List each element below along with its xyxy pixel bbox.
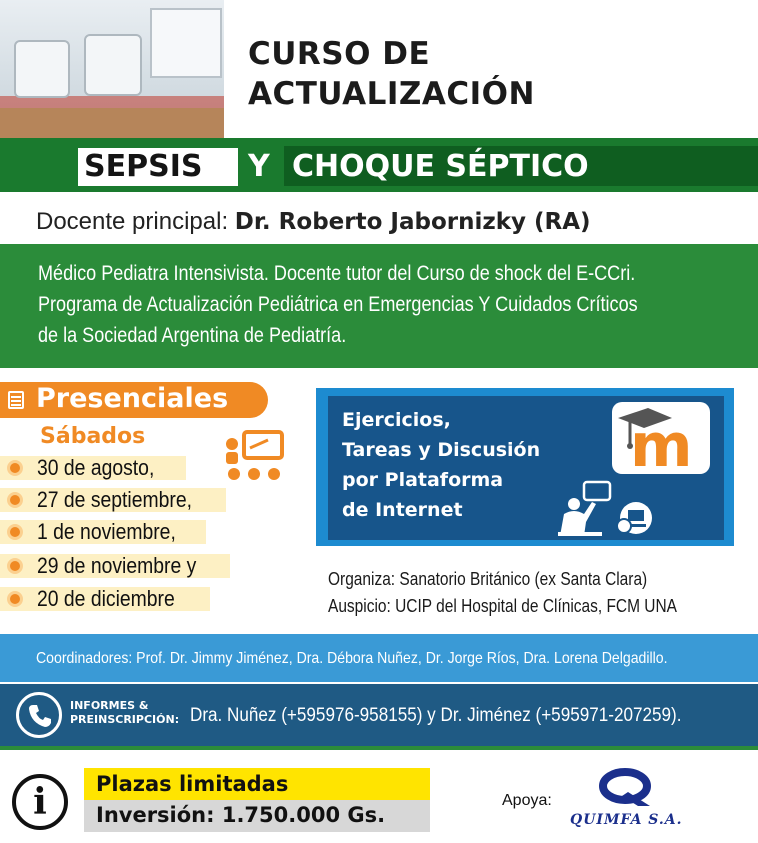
inversion-text: Inversión: 1.750.000 Gs. <box>96 803 386 827</box>
sponsor-name: QUIMFA S.A. <box>570 812 683 828</box>
teacher-line <box>36 208 591 236</box>
info-label: INFORMES & PREINSCRIPCIÓN: <box>70 699 180 726</box>
presenciales-label: Presenciales <box>36 383 229 414</box>
phone-icon <box>16 692 62 738</box>
list-item <box>0 585 194 613</box>
organiza-line: Organiza: Sanatorio Británico (ex Santa Clara) <box>328 569 648 589</box>
online-text: Ejercicios, Tareas y Discusión por Plataforma de Internet <box>342 409 541 521</box>
teacher-name: Dr. Roberto Jabornizky (RA) <box>234 209 591 235</box>
list-item <box>0 518 195 546</box>
coordinators-text: Coordinadores: Prof. Dr. Jimmy Jiménez, Dra. Débora Nuñez, Dr. Jorge Ríos, Dra. Lorena Delgadillo. <box>36 650 668 667</box>
bullet-icon <box>7 591 23 607</box>
divider <box>0 746 758 760</box>
info-icon: i <box>12 774 68 830</box>
topic-word2: CHOQUE SÉPTICO <box>292 149 589 184</box>
date-text: 27 de septiembre, <box>37 487 192 512</box>
date-text: 1 de noviembre, <box>37 519 176 544</box>
teacher-label: Docente principal: <box>36 208 229 235</box>
bio-text: Médico Pediatra Intensivista. Docente tutor del Curso de shock del E-CCri. Programa de Actualización Pediátrica en Emergencias Y Cuidados Críticos de la Sociedad Argentina de Pediatría. <box>38 262 638 347</box>
classroom-icon <box>222 430 286 480</box>
bullet-icon <box>7 492 23 508</box>
calendar-icon <box>8 391 24 409</box>
sponsor-label: Apoya: <box>502 792 552 809</box>
plazas-text: Plazas limitadas <box>96 772 289 796</box>
list-item <box>0 552 218 580</box>
online-learner-icon <box>556 480 666 538</box>
list-item <box>0 454 170 482</box>
auspicio-line: Auspicio: UCIP del Hospital de Clínicas, FCM UNA <box>328 596 677 616</box>
page-title: CURSO DE ACTUALIZACIÓN <box>248 36 535 112</box>
topic-connector: Y <box>248 149 270 184</box>
date-text: 30 de agosto, <box>37 455 155 480</box>
info-contacts: Dra. Nuñez (+595976-958155) y Dr. Jiménez (+595971-207259). <box>190 705 682 726</box>
moodle-letter: m <box>630 411 693 481</box>
quimfa-logo-icon <box>598 768 652 808</box>
topic-word1: SEPSIS <box>84 149 203 184</box>
bullet-icon <box>7 558 23 574</box>
day-label: Sábados <box>40 424 146 449</box>
list-item <box>0 486 213 514</box>
bullet-icon <box>7 524 23 540</box>
date-text: 20 de diciembre <box>37 586 175 611</box>
organizer-info <box>328 566 677 620</box>
hero-photo-nursery <box>0 0 224 138</box>
bullet-icon <box>7 460 23 476</box>
date-text: 29 de noviembre y <box>37 553 197 578</box>
